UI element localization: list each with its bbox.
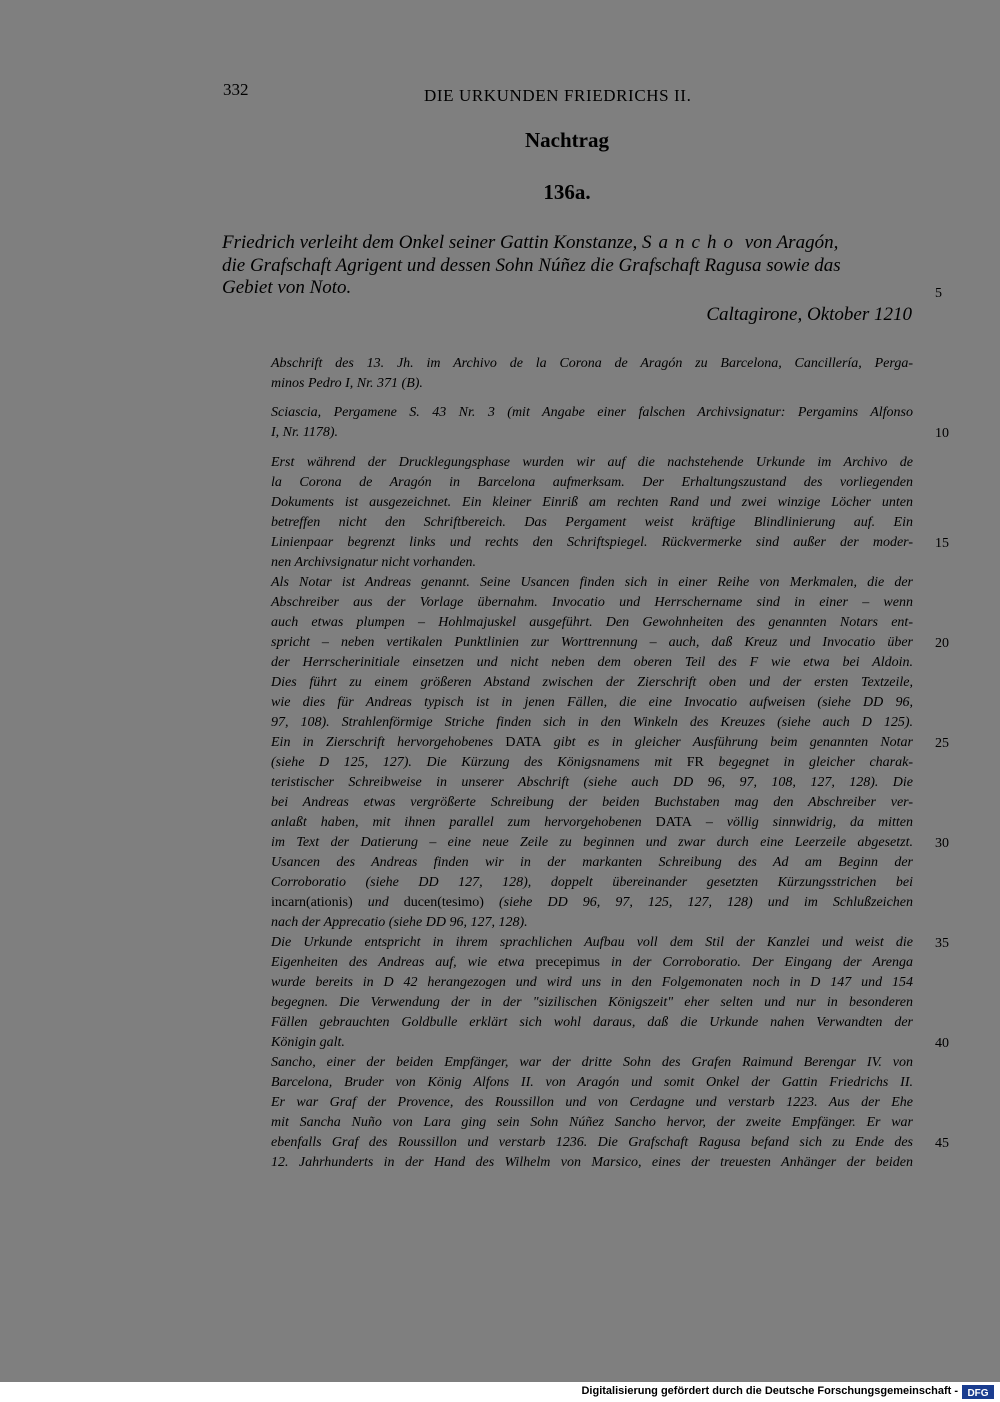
note-line: Dokuments ist ausgezeichnet. Ein kleiner Einriß am rechten Rand und zwei winzige Löcher unten	[271, 495, 913, 510]
document-number: 136a.	[543, 180, 591, 204]
note-line: nen Archivsignatur nicht vorhanden.	[271, 555, 477, 570]
note-line: begegnen. Die Verwendung der in der "sizilischen Königszeit" eher selten und nur in besonderen	[271, 995, 913, 1010]
note-text: Ein in Zierschrift hervorgehobenes	[271, 735, 506, 750]
note-text: Eigenheiten des Andreas auf, wie etwa	[271, 955, 536, 970]
dfg-logo-text: DFG	[967, 1388, 989, 1399]
note-line: 12. Jahrhunderts in der Hand des Wilhelm von Marsico, eines der treuesten Anhänger der beiden	[271, 1155, 913, 1170]
note-line	[271, 733, 913, 753]
note-term-data: DATA	[655, 815, 692, 830]
note-term-incarnationis: incarn(ationis)	[271, 895, 353, 910]
regest	[222, 232, 912, 300]
note-line: teristischer Schreibweise in unserer Abschrift (siehe auch DD 96, 97, 108, 127, 128). Die	[271, 775, 913, 790]
margin-line-number: 20	[935, 636, 949, 651]
note-line	[271, 953, 913, 973]
margin-line-number: 35	[935, 936, 949, 951]
note-line: auch etwas plumpen – Hohlmajuskel ausgeführt. Den Gewohnheiten des genannten Notars ent-	[271, 615, 913, 630]
dfg-logo-icon	[962, 1385, 994, 1399]
note-line: Er war Graf der Provence, des Roussillon und von Cerdagne und verstarb 1223. Aus der Ehe	[271, 1095, 913, 1110]
note-line: Fällen gebrauchten Goldbulle erklärt sich wohl daraus, daß die Urkunde nahen Verwandten der	[271, 1015, 913, 1030]
margin-line-number: 5	[935, 286, 942, 301]
note-line: bei Andreas etwas vergrößerte Schreibung der beiden Buchstaben mag den Abschreiber ver-	[271, 795, 913, 810]
note-line: 97, 108). Strahlenförmige Striche finden sich in den Winkeln des Kreuzes (siehe auch D 125).	[271, 715, 913, 730]
note-line	[271, 753, 913, 773]
note-text: (siehe D 125, 127). Die Kürzung des Königsnamens mit	[271, 755, 687, 770]
page-number: 332	[223, 80, 249, 99]
running-title: DIE URKUNDEN FRIEDRICHS II.	[424, 86, 692, 105]
note-term-fr: FR	[686, 755, 704, 770]
note-line: Dies führt zu einem größeren Abstand zwischen der Zierschrift oben und der ersten Textzeile,	[271, 675, 913, 690]
note-text: (siehe DD 96, 97, 125, 127, 128) und im Schlußzeichen	[483, 895, 914, 910]
note-text: und	[352, 895, 404, 910]
note-text: begegnet in gleicher charak-	[703, 755, 913, 770]
margin-line-number: 10	[935, 426, 949, 441]
note-line: Usancen des Andreas finden wir in der markanten Schreibung des Ad am Beginn der	[271, 855, 913, 870]
note-edition	[271, 403, 913, 443]
note-line: Sciascia, Pergamene S. 43 Nr. 3 (mit Angabe einer falschen Archivsignatur: Pergamins Alfonso	[271, 405, 913, 420]
note-line: Die Urkunde entspricht in ihrem sprachlichen Aufbau voll dem Stil der Kanzlei und weist die	[271, 935, 913, 950]
regest-name-sancho: Sancho	[642, 232, 740, 253]
regest-line-3: Gebiet von Noto.	[222, 277, 352, 298]
margin-line-number: 40	[935, 1036, 949, 1051]
note-line: wie dies für Andreas typisch ist in jenen Fällen, die eine Invocatio aufweisen (siehe DD 96,	[271, 695, 913, 710]
note-text: in der Corroboratio. Der Eingang der Arenga	[599, 955, 914, 970]
note-transmission	[271, 354, 913, 394]
note-line: la Corona de Aragón in Barcelona aufmerksam. Der Erhaltungszustand des vorliegenden	[271, 475, 913, 490]
note-line: Linienpaar begrenzt links und rechts den Schriftspiegel. Rückvermerke sind außer der moder-	[271, 535, 913, 550]
note-line: Erst während der Drucklegungsphase wurden wir auf die nachstehende Urkunde im Archivo de	[271, 455, 913, 470]
note-text: anlaßt haben, mit ihnen parallel zum hervorgehobenen	[271, 815, 656, 830]
note-line	[271, 893, 913, 913]
note-line: Als Notar ist Andreas genannt. Seine Usancen finden sich in einer Reihe von Merkmalen, die der	[271, 575, 913, 590]
margin-line-number: 25	[935, 736, 949, 751]
note-line: Barcelona, Bruder von König Alfons II. von Aragón und somit Onkel der Gattin Friedrichs II.	[271, 1075, 913, 1090]
note-line: Sancho, einer der beiden Empfänger, war der dritte Sohn des Grafen Raimund Berengar IV. von	[271, 1055, 913, 1070]
note-term-precepimus: precepimus	[535, 955, 600, 970]
section-title: Nachtrag	[525, 128, 609, 152]
margin-line-number: 30	[935, 836, 949, 851]
note-line: der Herrscherinitiale einsetzen und nicht neben dem oberen Teil des F wie etwa bei Aldoin.	[271, 655, 913, 670]
note-text: – völlig sinnwidrig, da mitten	[691, 815, 914, 830]
note-line: nach der Apprecatio (siehe DD 96, 127, 128).	[271, 915, 528, 930]
regest-text: von Aragón,	[744, 232, 839, 253]
note-line: im Text der Datierung – eine neue Zeile zu beginnen und zwar durch eine Leerzeile abgesetzt.	[271, 835, 913, 850]
note-line	[271, 813, 913, 833]
note-line: mit Sancha Nuño von Lara ging sein Sohn Núñez Sancho hervor, der zweite Empfänger. Er war	[271, 1115, 913, 1130]
note-line: spricht – neben vertikalen Punktlinien zur Worttrennung – auch, daß Kreuz und Invocatio über	[271, 635, 913, 650]
margin-line-number: 45	[935, 1136, 949, 1151]
note-line: Abschreiber aus der Vorlage übernahm. Invocatio und Herrschername sind in einer – wenn	[271, 595, 913, 610]
note-term-data: DATA	[505, 735, 542, 750]
note-line: I, Nr. 1178).	[271, 425, 339, 440]
regest-line-1	[222, 232, 912, 255]
place-date: Caltagirone, Oktober 1210	[706, 304, 912, 325]
note-line: Königin galt.	[271, 1035, 345, 1050]
margin-line-number: 15	[935, 536, 949, 551]
note-line: Abschrift des 13. Jh. im Archivo de la Corona de Aragón zu Barcelona, Cancillería, Perga-	[271, 356, 913, 371]
footer-bar	[0, 1382, 1000, 1402]
note-term-ducentesimo: ducen(tesimo)	[403, 895, 484, 910]
note-line: betreffen nicht den Schriftbereich. Das Pergament weist kräftige Blindlinierung auf. Ein	[271, 515, 913, 530]
regest-line-2: die Grafschaft Agrigent und dessen Sohn Núñez die Grafschaft Ragusa sowie das	[222, 254, 841, 276]
note-commentary	[271, 453, 913, 1173]
note-line: ebenfalls Graf des Roussillon und verstarb 1236. Die Grafschaft Ragusa befand sich zu Ende des	[271, 1135, 913, 1150]
note-text: gibt es in gleicher Ausführung beim genannten Notar	[541, 735, 913, 750]
note-line: wurde bereits in D 42 herangezogen und wird uns in den Folgemonaten noch in D 147 und 154	[271, 975, 913, 990]
note-line: Corroboratio (siehe DD 127, 128), doppelt übereinander gesetzten Kürzungsstrichen bei	[271, 875, 913, 890]
regest-text: Friedrich verleiht dem Onkel seiner Gattin Konstanze,	[222, 232, 638, 253]
note-line: minos Pedro I, Nr. 371 (B).	[271, 376, 423, 391]
footer-funding-note: Digitalisierung gefördert durch die Deutsche Forschungsgemeinschaft -	[581, 1385, 958, 1397]
